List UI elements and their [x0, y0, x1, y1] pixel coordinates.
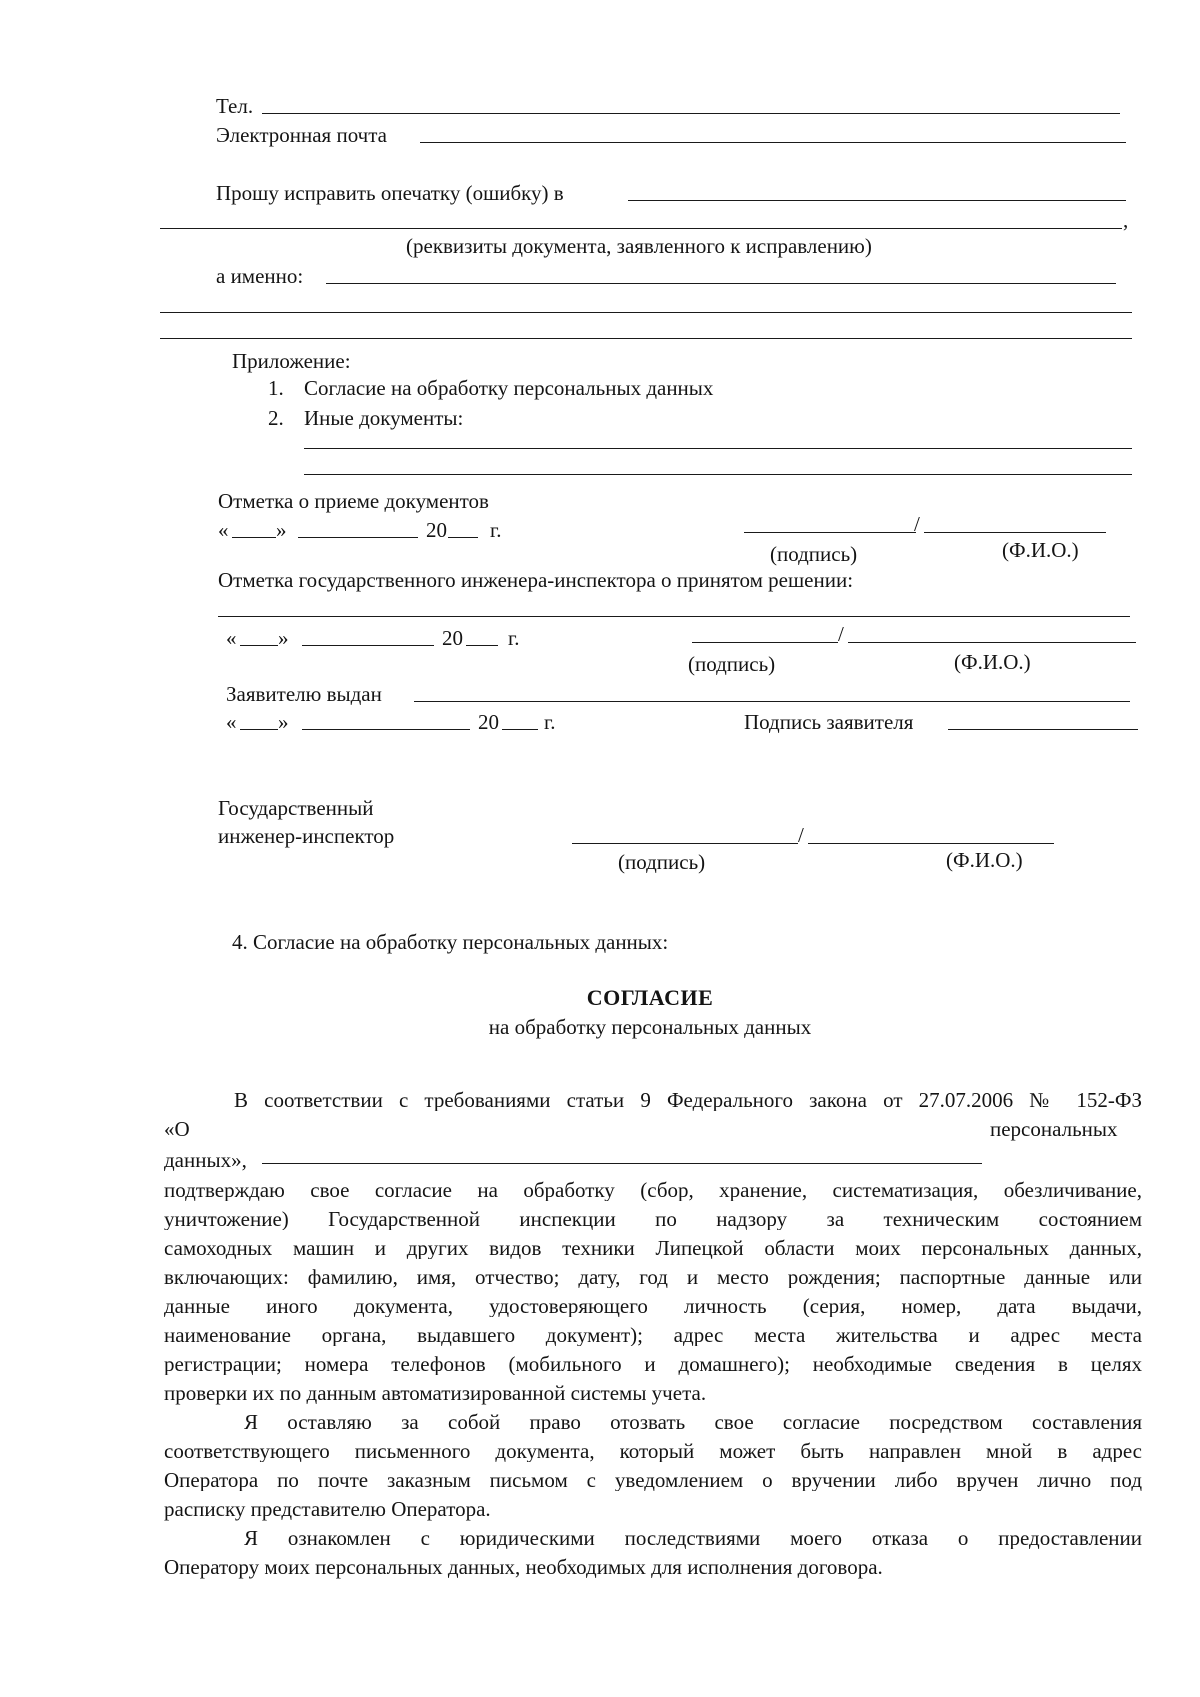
consent-p1-text-line: самоходных машин и других видов техники Липецкой области моих персональных данных, [164, 1238, 1142, 1259]
attachment-1-text: Согласие на обработку персональных данных [304, 376, 714, 400]
consent-p2-first-line: Я оставляю за собой право отозвать свое согласие посредством составления [244, 1412, 1142, 1433]
inspector-fio-field[interactable] [808, 843, 1054, 844]
receipt-title: Отметка о приеме документов [218, 489, 489, 513]
section4-heading: 4. Согласие на обработку персональных данных: [232, 930, 669, 954]
attachment-2-number: 2. [268, 406, 284, 430]
inspector-signature-caption: (подпись) [618, 850, 706, 874]
issued-day-field[interactable] [240, 729, 278, 730]
receipt-fio-field[interactable] [924, 532, 1106, 533]
phone-label: Тел. [216, 94, 254, 118]
inspector-signature-field[interactable] [572, 843, 798, 844]
inspector-mark-title: Отметка государственного инженера-инспектора о принятом решении: [218, 568, 854, 592]
consent-p1-last-line: проверки их по данным автоматизированной системы учета. [164, 1381, 707, 1405]
receipt-open-quote: « [218, 518, 229, 542]
request-label: Прошу исправить опечатку (ошибку) в [216, 181, 564, 205]
receipt-year-suffix: г. [490, 518, 502, 542]
consent-p1-text-line: регистрации; номера телефонов (мобильного и домашнего); необходимые сведения в целях [164, 1354, 1142, 1375]
decision-fio-field[interactable] [848, 642, 1136, 643]
consent-subtitle: на обработку персональных данных [488, 1015, 812, 1039]
issued-year-suffix: г. [544, 710, 556, 734]
decision-open-quote: « [226, 626, 237, 650]
document-field[interactable] [628, 200, 1126, 201]
decision-year-suffix: г. [508, 626, 520, 650]
consent-p2-text-line: соответствующего письменного документа, который может быть направлен мной в адрес [164, 1441, 1142, 1462]
issued-label: Заявителю выдан [226, 682, 382, 706]
consent-p1-text-line: уничтожение) Государственной инспекции по надзору за техническим состоянием [164, 1209, 1142, 1230]
consent-p2-text-line: Оператора по почте заказным письмом с уведомлением о вручении либо вручен лично под [164, 1470, 1142, 1491]
consent-p1-left: «О [164, 1117, 190, 1141]
decision-day-field[interactable] [240, 645, 278, 646]
namely-label: а именно: [216, 264, 304, 288]
namely-field-line2[interactable] [160, 312, 1132, 313]
personal-data-field[interactable] [262, 1163, 982, 1164]
consent-title: СОГЛАСИЕ [586, 985, 714, 1010]
decision-close-quote: » [278, 626, 289, 650]
issued-year-prefix: 20 [478, 710, 499, 734]
receipt-signature-caption: (подпись) [770, 542, 858, 566]
consent-p1-right: персональных [990, 1117, 1118, 1141]
attachment-1-number: 1. [268, 376, 284, 400]
consent-p3-first-line: Я ознакомлен с юридическими последствиями моего отказа о предоставлении [244, 1528, 1142, 1549]
decision-month-field[interactable] [302, 645, 434, 646]
decision-year-field[interactable] [466, 645, 498, 646]
email-label: Электронная почта [216, 123, 387, 147]
consent-p1-line1: В соответствии с требованиями статьи 9 Федерального закона от 27.07.2006 № 152-ФЗ [234, 1090, 1142, 1111]
inspector-fio-caption: (Ф.И.О.) [946, 848, 1023, 872]
consent-p1-text-line: подтверждаю свое согласие на обработку (сбор, хранение, систематизация, обезличивание, [164, 1180, 1142, 1201]
receipt-fio-caption: (Ф.И.О.) [1002, 538, 1079, 562]
phone-field[interactable] [262, 113, 1120, 114]
consent-p1-text-line: включающих: фамилию, имя, отчество; дату, год и место рождения; паспортные данные или [164, 1267, 1142, 1288]
other-documents-field[interactable] [304, 448, 1132, 449]
consent-p2-last-line: расписку представителю Оператора. [164, 1497, 491, 1521]
attachment-2-text: Иные документы: [304, 406, 464, 430]
issued-year-field[interactable] [502, 729, 538, 730]
issued-month-field[interactable] [302, 729, 470, 730]
receipt-year-prefix: 20 [426, 518, 447, 542]
consent-p1-text-line: данные иного документа, удостоверяющего личность (серия, номер, дата выдачи, [164, 1296, 1142, 1317]
issued-open-quote: « [226, 710, 237, 734]
request-comma: , [1123, 208, 1129, 232]
consent-p1-text-line: наименование органа, выдавшего документ); адрес места жительства и адрес места [164, 1325, 1142, 1346]
applicant-signature-label: Подпись заявителя [744, 710, 914, 734]
consent-p1-line3: данных», [164, 1148, 247, 1172]
document-field-line2[interactable] [160, 228, 1122, 229]
document-details-caption: (реквизиты документа, заявленного к исправлению) [406, 234, 872, 258]
decision-year-prefix: 20 [442, 626, 463, 650]
receipt-separator: / [914, 512, 920, 536]
receipt-year-field[interactable] [448, 537, 478, 538]
receipt-month-field[interactable] [298, 537, 418, 538]
decision-fio-caption: (Ф.И.О.) [954, 650, 1031, 674]
decision-field[interactable] [218, 616, 1130, 617]
attachments-title: Приложение: [232, 349, 351, 373]
other-documents-field-line2[interactable] [304, 474, 1132, 475]
namely-field-line3[interactable] [160, 338, 1132, 339]
receipt-close-quote: » [276, 518, 287, 542]
applicant-signature-field[interactable] [948, 729, 1138, 730]
receipt-day-field[interactable] [232, 537, 276, 538]
inspector-separator: / [798, 823, 804, 847]
decision-signature-field[interactable] [692, 642, 838, 643]
decision-separator: / [838, 622, 844, 646]
email-field[interactable] [420, 142, 1126, 143]
decision-signature-caption: (подпись) [688, 652, 776, 676]
issued-field[interactable] [414, 701, 1130, 702]
issued-close-quote: » [278, 710, 289, 734]
consent-p3-last-line: Оператору моих персональных данных, необходимых для исполнения договора. [164, 1555, 883, 1579]
state-inspector-line1: Государственный [218, 796, 374, 820]
state-inspector-line2: инженер-инспектор [218, 824, 395, 848]
receipt-signature-field[interactable] [744, 532, 916, 533]
namely-field[interactable] [326, 283, 1116, 284]
